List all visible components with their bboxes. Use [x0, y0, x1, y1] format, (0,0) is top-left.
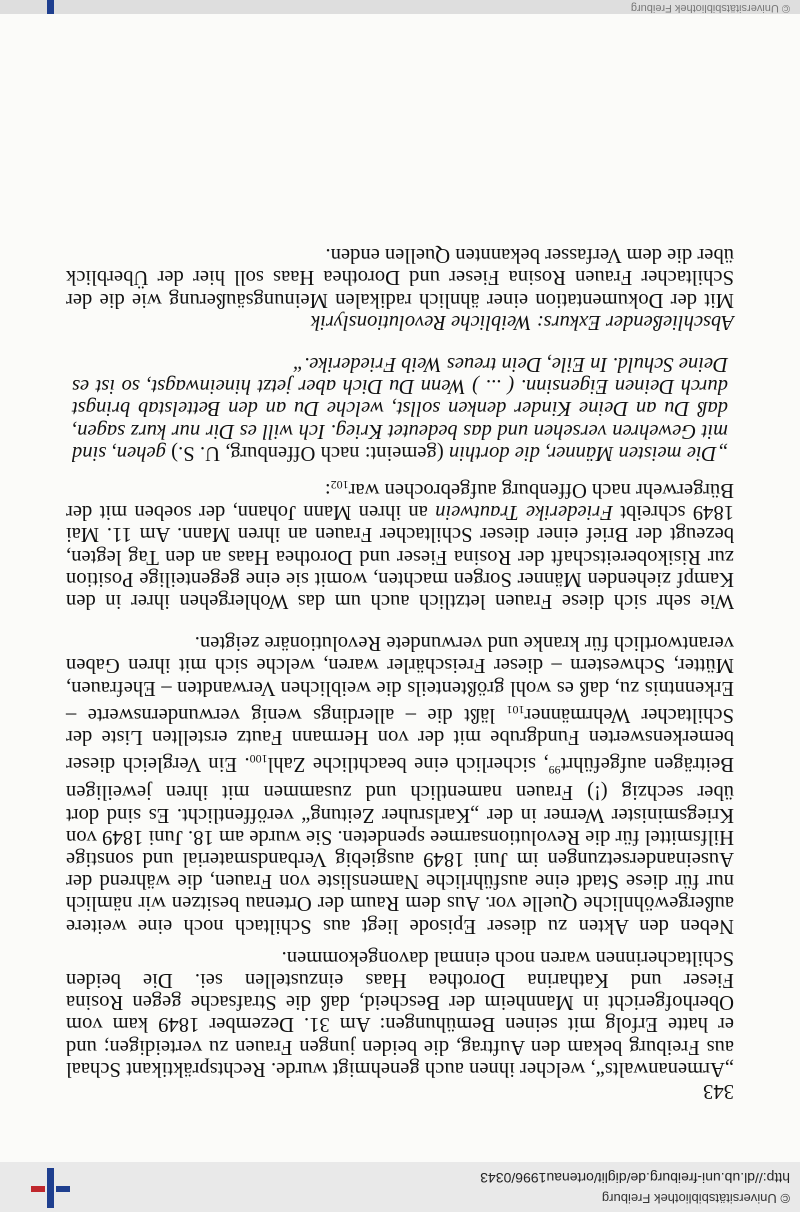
copyright-credit: © Universitätsbibliothek Freiburg	[601, 1191, 790, 1206]
copyright-credit-footer: © Universitätsbibliothek Freiburg	[630, 2, 790, 14]
library-logo-icon	[30, 1168, 70, 1208]
quote-text: „Die meisten Männer, die dorthin	[448, 441, 728, 464]
page-number: 343	[703, 1080, 734, 1102]
page-url-link[interactable]: http://dl.ub.uni-freiburg.de/diglit/ortenau1996/0343	[480, 1170, 790, 1186]
paragraph-text: :	[324, 479, 331, 502]
paragraph-closing: Mit der Dokumentation einer ähnlich radikalen Meinungsäußerung wie die der Schiltacher Frauen Rosina Fieser und Dorothea Haas soll hier der Überblick über die dem Verfasser bekannten Quellen enden.	[66, 244, 734, 311]
paragraph-namensliste	[66, 632, 734, 937]
paragraph-text: Neben den Akten zu dieser Episode liegt aus Schiltach noch eine weitere außergewöhnliche Quelle vor. Aus dem Raum der Ortenau besitzen wir nämlich nur für diese Stadt eine ausführliche Namensliste von Frauen, die während der Auseinandersetzungen im Juni 1849 ausgiebig Verbandsmaterial und sonstige Hilfsmittel für die Revolutionsarmee spendeten. Sie wurde am 18. Juni 1849 von Kriegsminister Werner in der „Karlsruher Zeitung“ veröffentlicht. Es sind dort über sechzig (!) Frauen namentlich und zusammen mit ihren jeweiligen Beiträgen aufgeführt	[66, 753, 734, 937]
paragraph-text: an ihren Mann Johann, der soeben mit der Bürgerwehr nach Offenburg aufgebrochen war	[66, 479, 734, 524]
footnote-ref-100: 100	[249, 752, 268, 767]
paragraph-text: läßt die – allerdings wenig verwundernswerte – Erkenntnis zu, daß es wohl größtenteils die weiblichen Verwandten – Ehefrauen, Mütter, Schwestern – dieser Freischärler waren, welche sich mit ihren Gaben verantwortlich für kranke und verwundete Revolutionäre zeigten.	[66, 632, 734, 726]
paragraph-text: Wie sehr sich diese Frauen letztlich auch um das Wohlergehen ihrer in den Kampf ziehenden Männer Sorgen machten, womit sie eine gegenteilige Position zur Risikobereitschaft der Rosina Fieser und Dorothea Haas an den Tag legten, bezeugt der Brief einer dieser Schiltacher Frauen an ihren Mann. Am 11. Mai 1849 schreibt	[66, 501, 734, 613]
footer-banner	[0, 0, 800, 14]
quote-annotation: (gemeint: nach Offenburg, U. S.)	[165, 441, 449, 464]
paragraph-text: . Ein Vergleich dieser bemerkenswerten Fundgrube mit der von Hermann Fautz erstellten Liste der Schiltacher Wehrmänner	[66, 703, 734, 776]
section-heading: Abschließender Exkurs: Weibliche Revolutionslyrik	[311, 310, 734, 333]
footnote-ref-99: 99	[548, 763, 561, 778]
paragraph-text: , sicherlich eine beachtliche Zahl	[267, 753, 549, 776]
library-logo-icon-small	[30, 0, 70, 14]
footnote-ref-102: 102	[330, 478, 349, 493]
paragraph-brief	[66, 474, 734, 612]
quote-text: gehen, sind mit Gewehren versehen und das bedeutet Krieg. Ich will es Dir nur kurz sagen, daß Du an Deine Kinder denken sollst, welche Du an den Bettelstab bringst durch Deinen Eigensinn. ( ... ) Wenn Du Dich aber jetzt hineinwagst, so ist es Deine Schuld. In Eile, Dein treues Weib Friederike.“	[72, 353, 728, 464]
paragraph-armenanwalt: „Armenanwalts“, welcher ihnen auch genehmigt wurde. Rechtspräktikant Schaal aus Freiburg bekam den Auftrag, die beiden jungen Frauen zu verteidigen; und er hatte Erfolg mit seinen Bemühungen: Am 31. Dezember 1849 kam vom Oberhofgericht in Mannheim der Bescheid, daß die Strafsache gegen Rosina Fieser und Katharina Dorothea Haas einzustellen sei. Die beiden Schiltacherinnen waren noch einmal davongekommen.	[66, 946, 734, 1080]
person-name: Friederike Trautwein	[435, 501, 613, 524]
header-banner	[0, 1162, 800, 1212]
footnote-ref-101: 101	[506, 702, 525, 717]
block-quote	[66, 353, 734, 464]
page-body	[66, 244, 734, 1102]
